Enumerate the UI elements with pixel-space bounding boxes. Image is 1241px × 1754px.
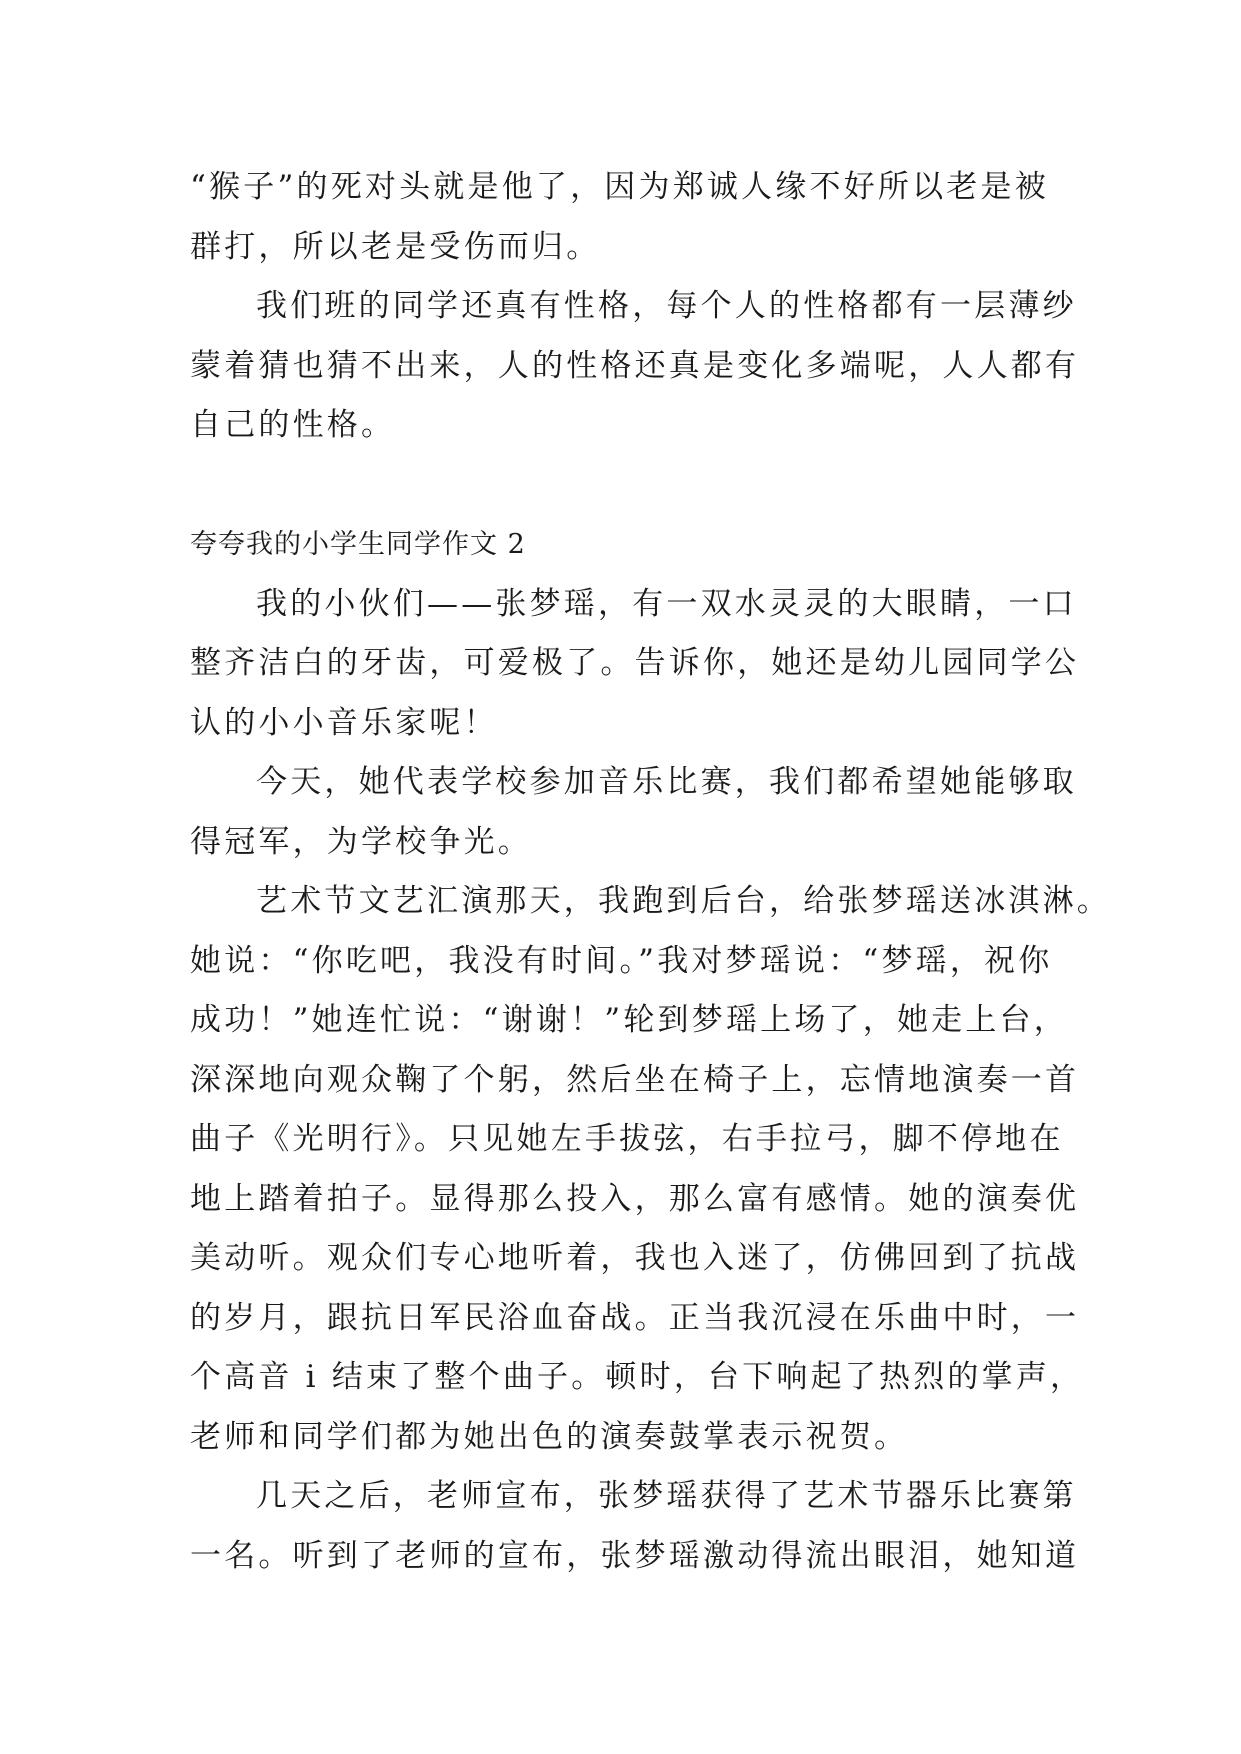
text-line: 得冠军，为学校争光。 <box>190 823 532 860</box>
text-line: 自己的性格。 <box>190 407 396 443</box>
paragraph <box>190 277 1080 456</box>
text-line: 群打，所以老是受伤而归。 <box>190 228 601 265</box>
paragraph <box>190 872 1111 1467</box>
text-line: 认的小小音乐家呢！ <box>190 704 498 741</box>
section-heading: 夸夸我的小学生同学作文 2 <box>190 529 526 560</box>
text-line: 老师和同学们都为她出色的演奏鼓掌表示祝贺。 <box>190 1418 909 1455</box>
text-line: 我们班的同学还真有性格，每个人的性格都有一层薄纱 <box>256 288 1077 324</box>
text-line: “猴子”的死对头就是他了，因为郑诚人缘不好所以老是被 <box>190 169 1049 205</box>
paragraph <box>190 575 1080 754</box>
paragraph <box>190 753 1077 872</box>
text-line: 今天，她代表学校参加音乐比赛，我们都希望她能够取 <box>256 764 1077 800</box>
text-line: 她说：“你吃吧，我没有时间。”我对梦瑶说：“梦瑶，祝你 <box>190 942 1053 979</box>
text-line: 一名。听到了老师的宣布，张梦瑶激动得流出眼泪，她知道 <box>190 1537 1080 1574</box>
document-page <box>190 158 1111 1586</box>
text-line: 深深地向观众鞠了个躬，然后坐在椅子上，忘情地演奏一首 <box>190 1061 1080 1098</box>
text-line: 个高音 i 结束了整个曲子。顿时，台下响起了热烈的掌声， <box>190 1359 1085 1395</box>
text-line: 曲子《光明行》。只见她左手拔弦，右手拉弓，脚不停地在 <box>190 1121 1064 1157</box>
text-line: 的岁月，跟抗日军民浴血奋战。正当我沉浸在乐曲中时，一 <box>190 1299 1080 1336</box>
paragraph <box>190 158 1060 277</box>
text-line: 艺术节文艺汇演那天，我跑到后台，给张梦瑶送冰淇淋。 <box>256 883 1111 919</box>
paragraph <box>190 1467 1080 1586</box>
text-line: 地上踏着拍子。显得那么投入，那么富有感情。她的演奏优 <box>190 1180 1080 1217</box>
text-line: 美动听。观众们专心地听着，我也入迷了，仿佛回到了抗战 <box>190 1240 1080 1276</box>
text-line: 我的小伙们——张梦瑶，有一双水灵灵的大眼睛，一口 <box>256 585 1077 622</box>
text-line: 整齐洁白的牙齿，可爱极了。告诉你，她还是幼儿园同学公 <box>190 645 1080 681</box>
text-line: 成功！”她连忙说：“谢谢！”轮到梦瑶上场了，她走上台， <box>190 1002 1068 1038</box>
blank-line <box>190 456 1060 516</box>
text-line: 几天之后，老师宣布，张梦瑶获得了艺术节器乐比赛第 <box>256 1478 1077 1514</box>
text-line: 蒙着猜也猜不出来，人的性格还真是变化多端呢，人人都有 <box>190 347 1080 384</box>
